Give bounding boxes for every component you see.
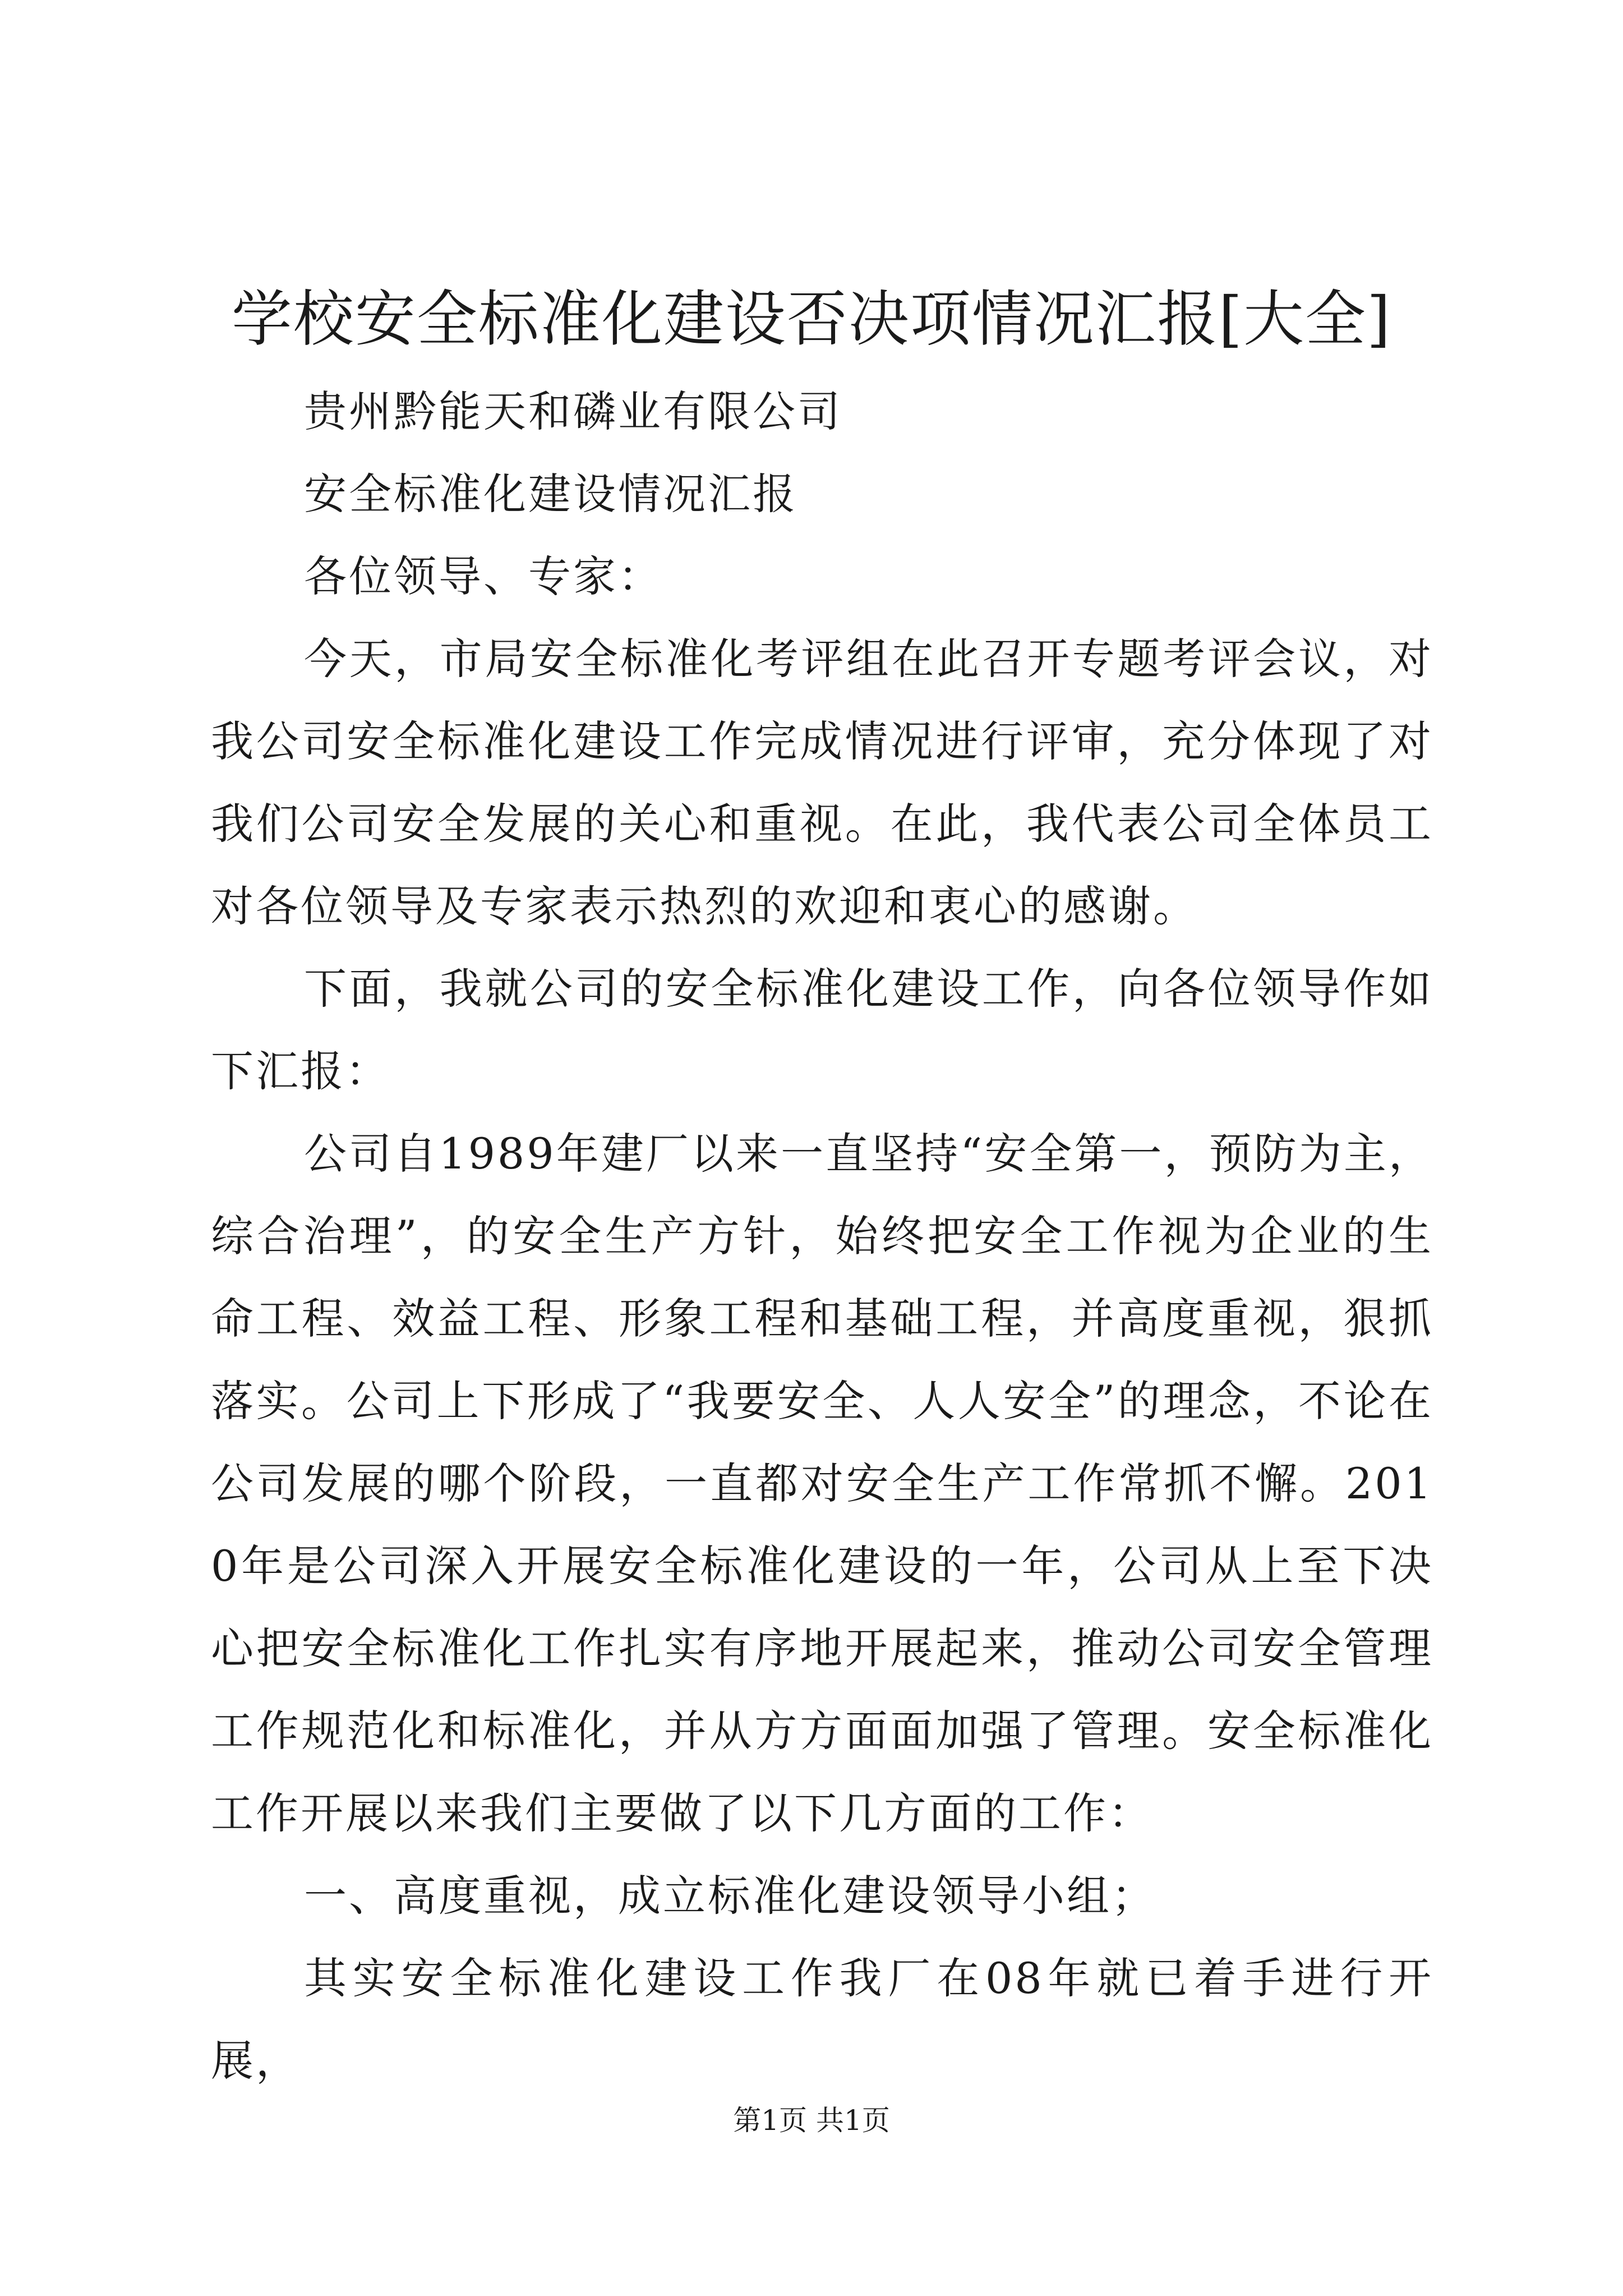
paragraph-background: 公司自1989年建厂以来一直坚持“安全第一，预防为主，综合治理”，的安全生产方针，始终把安全工作视为企业的生命工程、效益工程、形象工程和基础工程，并高度重视，狠抓落实。公司上下形成了“我要安全、人人安全”的理念，不论在公司发展的哪个阶段，一直都对安全生产工作常抓不懈。2010年是公司深入开展安全标准化建设的一年，公司从上至下决心把安全标准化工作扎实有序地开展起来，推动公司安全管理工作规范化和标准化，并从方方面面加强了管理。安全标准化工作开展以来我们主要做了以下几方面的工作： — [211, 1129, 1433, 1838]
paragraph-report-title: 安全标准化建设情况汇报 — [304, 469, 797, 519]
paragraph-section-one-body: 其实安全标准化建设工作我厂在08年就已着手进行开展， — [211, 1953, 1433, 2086]
document-body — [211, 370, 1433, 2102]
document-title: 学校安全标准化建设否决项情况汇报[大全] — [231, 284, 1392, 355]
paragraph-opening: 今天，市局安全标准化考评组在此召开专题考评会议，对我公司安全标准化建设工作完成情况进行评审，充分体现了对我们公司安全发展的关心和重视。在此，我代表公司全体员工对各位领导及专家表示热烈的欢迎和衷心的感谢。 — [211, 634, 1433, 931]
paragraph-section-one: 一、高度重视，成立标准化建设领导小组； — [304, 1871, 1156, 1921]
paragraph-salutation: 各位领导、专家： — [304, 551, 663, 601]
paragraph-company: 贵州黔能天和磷业有限公司 — [304, 386, 842, 436]
paragraph-intro: 下面，我就公司的安全标准化建设工作，向各位领导作如下汇报： — [211, 964, 1433, 1096]
page-footer: 第1页 共1页 — [733, 2104, 890, 2137]
